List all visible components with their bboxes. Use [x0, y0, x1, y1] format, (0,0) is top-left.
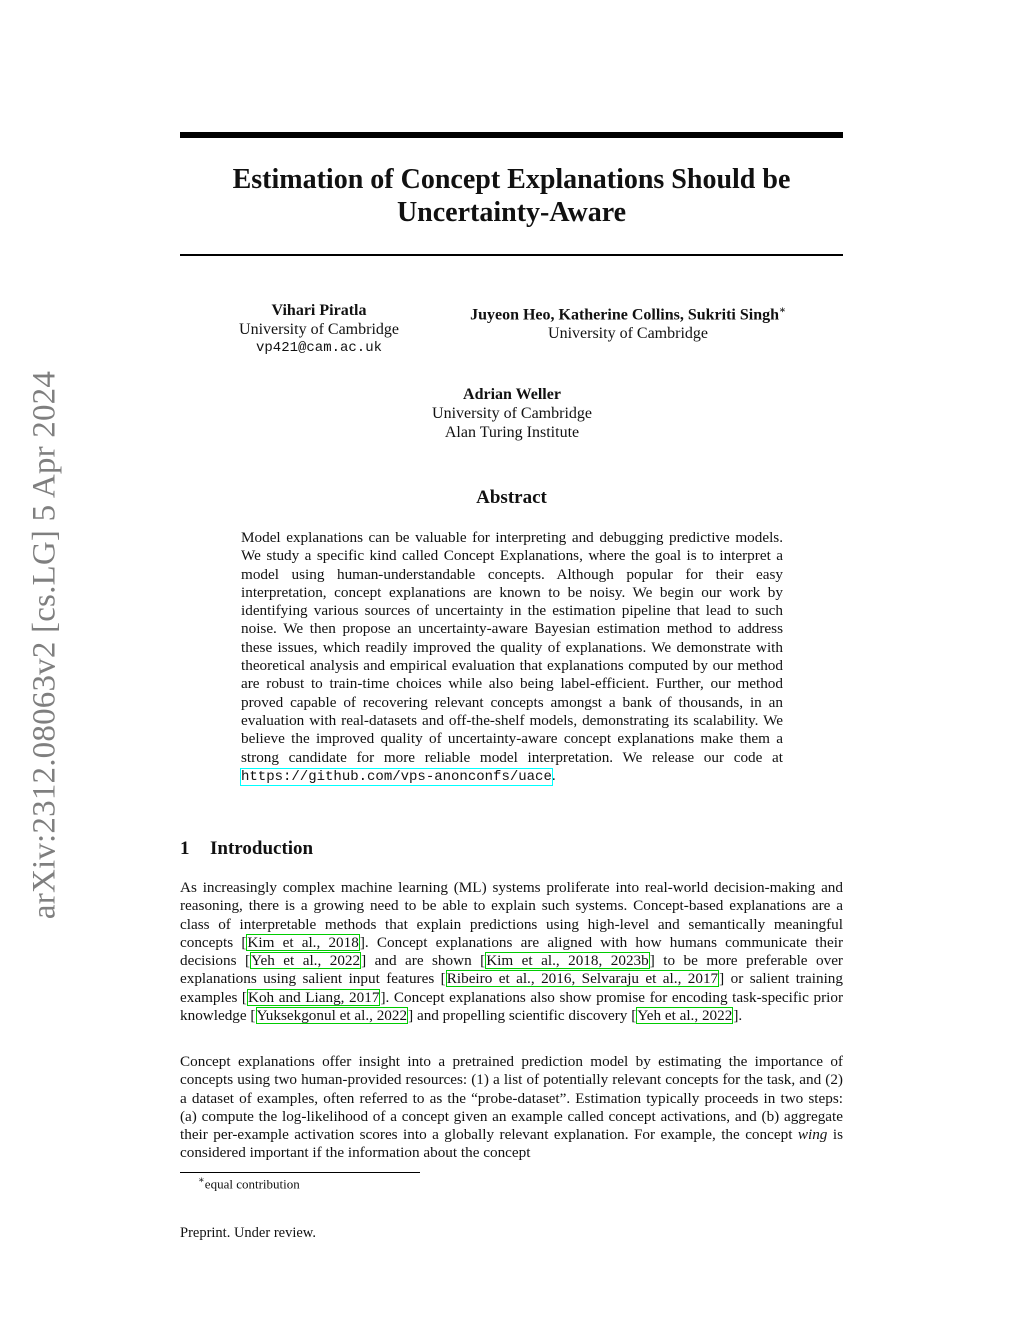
equal-contribution-mark: ∗ — [779, 305, 786, 316]
page-footer: Preprint. Under review. — [180, 1225, 316, 1241]
abstract-end: . — [551, 766, 556, 784]
arxiv-identifier: arXiv:2312.08063v2 [cs.LG] 5 Apr 2024 — [26, 370, 63, 920]
footnote-mark: ∗ — [198, 1175, 205, 1186]
footnote-text: equal contribution — [204, 1176, 300, 1192]
citation-link[interactable]: Koh and Liang, 2017 — [248, 988, 380, 1006]
author-affiliation: University of Cambridge — [432, 405, 592, 422]
emphasis-term: wing — [797, 1126, 828, 1144]
author-block-2 — [448, 301, 808, 343]
author-block-3 — [412, 385, 612, 442]
author-names-group — [448, 301, 808, 324]
title-bottom-rule — [180, 254, 843, 256]
footnote — [198, 1175, 300, 1192]
title-line-2: Uncertainty-Aware — [396, 197, 627, 228]
citation-link[interactable]: Ribeiro et al., 2016, Selvaraju et al., 2017 — [446, 970, 719, 988]
author-affiliation: University of Cambridge — [548, 325, 708, 343]
paragraph-text: ]. Concept explanations are aligned with how humans communicate their decisions [ — [180, 933, 844, 970]
paragraph-text: ] to be more preferable over explanations using salient input features [ — [180, 952, 843, 988]
author-affiliation: University of Cambridge — [239, 321, 399, 338]
author-name: Adrian Weller — [463, 386, 561, 403]
intro-paragraph-1 — [180, 879, 843, 1025]
section-title: Introduction — [210, 838, 314, 859]
paragraph-text: ]. — [733, 1007, 743, 1025]
author-email[interactable]: vp421@cam.ac.uk — [255, 340, 383, 356]
code-link[interactable]: https://github.com/vps-anonconfs/uace — [241, 768, 552, 785]
paragraph-text: ]. Concept explanations also show promise for encoding task-specific prior knowledge [ — [180, 988, 843, 1025]
citation-link[interactable]: Kim et al., 2018 — [247, 933, 359, 951]
author-affiliation: Alan Turing Institute — [444, 424, 580, 441]
paper-title — [180, 163, 843, 229]
paragraph-text: ] and are shown [ — [361, 952, 486, 970]
footnote-rule — [180, 1172, 420, 1173]
title-top-rule — [180, 132, 843, 138]
paragraph-text: is considered important if the information about the concept — [180, 1126, 843, 1162]
intro-paragraph-2 — [180, 1053, 843, 1163]
citation-link[interactable]: Yuksekgonul et al., 2022 — [256, 1007, 408, 1025]
citation-link[interactable]: Kim et al., 2018, 2023b — [486, 952, 649, 970]
section-number: 1 — [180, 838, 190, 859]
abstract-text: Model explanations can be valuable for interpreting and debugging predictive models. We study a specific kind called Concept Explanations, where the goal is to interpret a model using human-understandable concepts. Although popular for their easy interpretation, concept explanations are known to be noisy. We begin our work by identifying various sources of uncertainty in the estimation pipeline that lead to such noise. We then propose an uncertainty-aware Bayesian estimation method to address these issues, which readily improved the quality of explanations. We demonstrate with theoretical analysis and empirical evaluation that explanations computed by our method are robust to train-time choices while also being label-efficient. Further, our method proved capable of recovering relevant concepts amongst a bank of thousands, in an evaluation with real-datasets and off-the-shelf models, demonstrating its scalability. We believe the improved quality of uncertainty-aware concept explanations make them a strong candidate for more reliable model interpretation. We release our code at — [241, 529, 783, 766]
title-line-1: Estimation of Concept Explanations Should be — [232, 164, 791, 195]
abstract-heading: Abstract — [476, 487, 547, 508]
paragraph-text: Concept explanations offer insight into a pretrained prediction model by estimating the importance of concepts using two human-provided resources: (1) a list of potentially relevant concepts for the task, and (2) a dataset of examples, often referred to as the “probe-dataset”. Estimation typically proceeds in two steps: (a) compute the log-likelihood of a concept given an example called concept activations, and (b) aggregate their per-example activation scores into a globally relevant explanation. For example, the concept — [180, 1053, 843, 1144]
paragraph-text: As increasingly complex machine learning (ML) systems proliferate into real-world decision-making and reasoning, there is a growing need to be able to explain such systems. Concept-based explanations are a class of interpretable methods that explain predictions using high-level and semantically meaningful concepts [ — [180, 879, 843, 951]
author-block-1 — [219, 301, 419, 358]
abstract-body — [241, 529, 783, 786]
paragraph-text: ] and propelling scientific discovery [ — [408, 1007, 637, 1025]
author-names: Juyeon Heo, Katherine Collins, Sukriti Singh — [470, 306, 779, 324]
section-heading-introduction — [180, 838, 313, 860]
paragraph-text: ] or salient training examples [ — [180, 970, 843, 1006]
citation-link[interactable]: Yeh et al., 2022 — [637, 1007, 733, 1025]
citation-link[interactable]: Yeh et al., 2022 — [251, 952, 361, 970]
arxiv-sidebar — [22, 360, 68, 930]
author-name: Vihari Piratla — [271, 302, 367, 319]
